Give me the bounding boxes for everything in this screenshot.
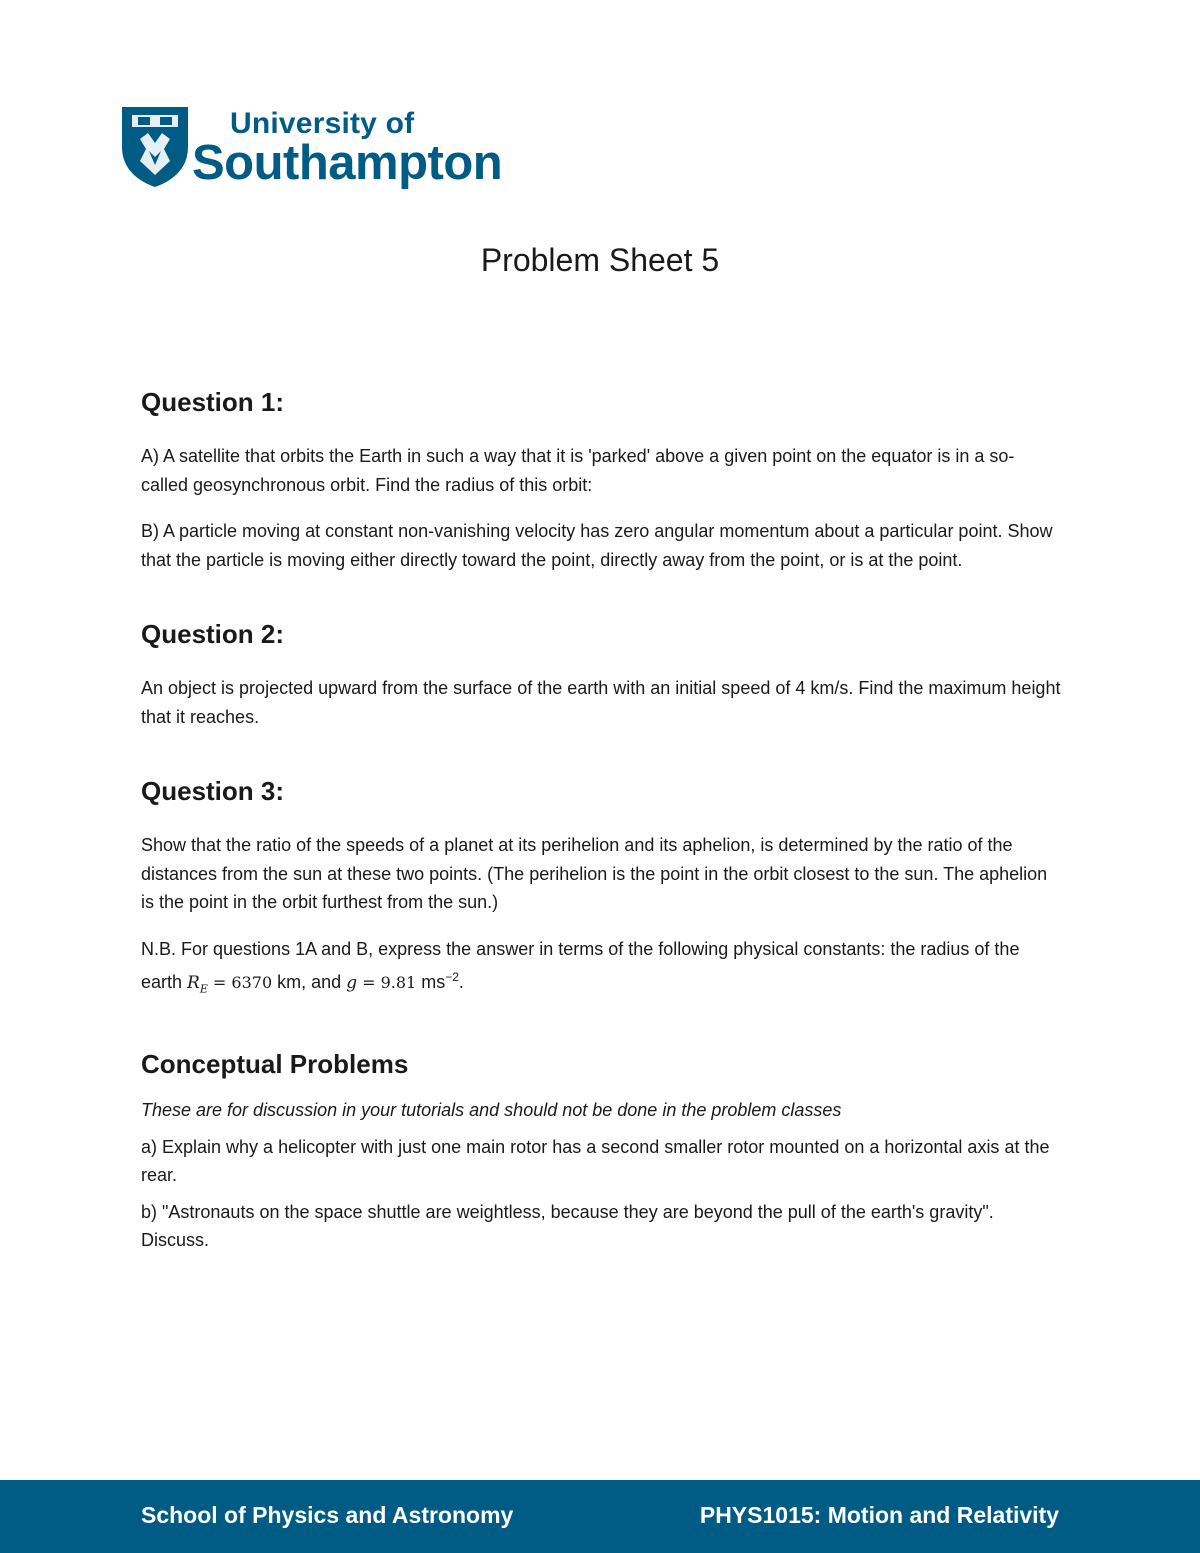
logo-text-southampton: Southampton xyxy=(192,136,503,190)
gravity-unit: ms xyxy=(421,972,446,992)
footer-school: School of Physics and Astronomy xyxy=(141,1502,514,1528)
conceptual-problem-b: b) "Astronauts on the space shuttle are weightless, because they are beyond the pull of the earth's gravity". Discuss. xyxy=(141,1201,994,1251)
question-2-heading: Question 2: xyxy=(141,619,285,649)
earth-radius-unit: km, and xyxy=(277,972,342,992)
gravity-symbol: g xyxy=(346,973,358,993)
gravity-exponent: −2 xyxy=(445,970,459,984)
logo-text-university-of: University of xyxy=(230,107,415,140)
conceptual-note-text: These are for discussion in your tutorials and should not be done in the problem classes xyxy=(141,1100,842,1121)
question-1-part-b: B) A particle moving at constant non-vanishing velocity has zero angular momentum about a particular point. Show that the particle is moving either directly toward the point, directly away from the point, or is at the point. xyxy=(141,521,1053,570)
question-1-heading: Question 1: xyxy=(141,387,285,417)
page-title: Problem Sheet 5 xyxy=(480,242,720,279)
constants-note-end: . xyxy=(458,972,464,992)
university-logo xyxy=(118,103,548,193)
gravity-value: = 9.81 xyxy=(362,973,417,992)
question-3-heading: Question 3: xyxy=(141,776,285,806)
conceptual-problems-heading: Conceptual Problems xyxy=(141,1049,409,1080)
conceptual-note xyxy=(141,1096,1061,1125)
earth-radius-symbol: R xyxy=(187,973,200,993)
footer-bar xyxy=(0,1480,1200,1553)
footer-course: PHYS1015: Motion and Relativity xyxy=(699,1502,1059,1528)
main-content xyxy=(141,380,1061,1255)
crest-icon xyxy=(118,103,192,189)
earth-radius-subscript: E xyxy=(199,982,208,996)
question-1-part-a: A) A satellite that orbits the Earth in such a way that it is 'parked' above a given point on the equator is in a so-called geosynchronous orbit. Find the radius of this orbit: xyxy=(141,446,1015,495)
question-2-text: An object is projected upward from the surface of the earth with an initial speed of 4 km/s. Find the maximum height that it reaches. xyxy=(141,678,1061,727)
conceptual-problem-a: a) Explain why a helicopter with just one main rotor has a second smaller rotor mounted on a horizontal axis at the rear. xyxy=(141,1136,1050,1186)
constants-note-prefix: N.B. For questions 1A and B, express the answer in terms of the following physical constants: the radius of the earth xyxy=(141,938,1020,992)
earth-radius-value: = 6370 xyxy=(212,973,273,992)
question-3-text: Show that the ratio of the speeds of a planet at its perihelion and its aphelion, is determined by the ratio of the distances from the sun at these two points. (The perihelion is the point in the orbit closest to the sun. The aphelion is the point in the orbit furthest from the sun.) xyxy=(141,835,1048,912)
constants-note xyxy=(141,935,1061,1005)
